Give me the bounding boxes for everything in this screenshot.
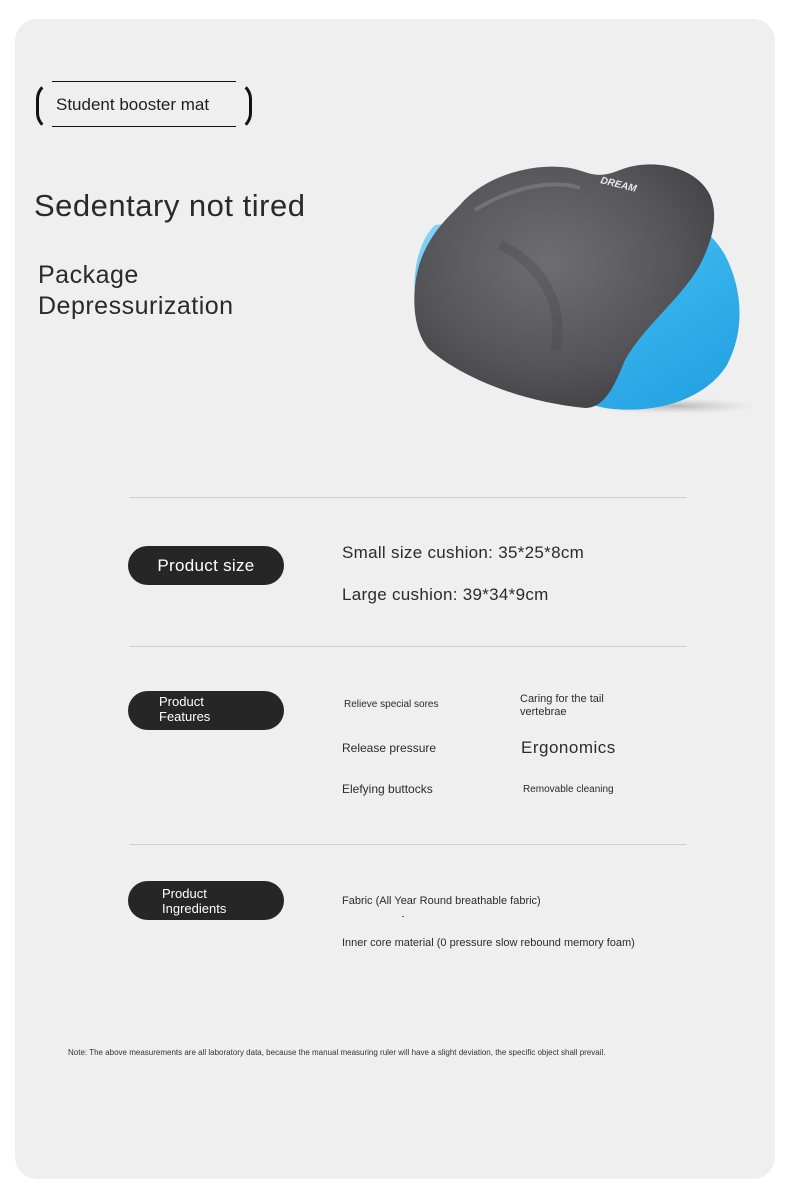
feature-item [520, 693, 604, 719]
badge-left-bracket [36, 81, 72, 131]
features-label-line-1: Product [159, 694, 204, 709]
size-small: Small size cushion: 35*25*8cm [342, 543, 585, 562]
subhead-line-1: Package [38, 261, 139, 289]
cushion-brand-logo: DREAM [599, 175, 638, 195]
headline: Sedentary not tired [34, 188, 306, 223]
feature-item: Elefying buttocks [342, 782, 433, 796]
feature-item-line: vertebrae [520, 706, 567, 718]
product-features-pill [128, 691, 284, 730]
feature-item: Relieve special sores [344, 699, 439, 710]
badge-top-rule [52, 81, 236, 82]
measurement-note: Note: The above measurements are all laboratory data, because the manual measuring ruler will have a slight deviation, the specific object shall prevail. [68, 1048, 606, 1057]
ingredients-label-line-1: Product [162, 886, 207, 901]
feature-item: Ergonomics [521, 738, 616, 757]
badge-label: Student booster mat [56, 95, 210, 114]
size-large: Large cushion: 39*34*9cm [342, 585, 549, 604]
product-size-pill [128, 546, 284, 585]
category-badge [36, 81, 252, 129]
product-ingredients-pill [128, 881, 284, 920]
ingredient-item: Inner core material (0 pressure slow rebound memory foam) [342, 937, 635, 949]
section-divider [130, 646, 686, 647]
product-size-label: Product size [157, 555, 255, 575]
features-label-line-2: Features [159, 709, 211, 724]
subhead-line-2: Depressurization [38, 292, 234, 320]
section-divider [130, 497, 686, 498]
ingredients-label-line-2: Ingredients [162, 901, 227, 916]
badge-right-bracket [216, 81, 252, 131]
feature-item: Release pressure [342, 741, 437, 755]
cushion-product-image [405, 150, 760, 430]
subhead [38, 260, 234, 322]
badge-bottom-rule [52, 126, 236, 127]
ingredient-item: Fabric (All Year Round breathable fabric) [342, 895, 541, 907]
feature-item: Removable cleaning [523, 784, 614, 795]
feature-item-line: Caring for the tail [520, 693, 604, 705]
section-divider [130, 844, 686, 845]
decorative-dot [402, 916, 404, 917]
